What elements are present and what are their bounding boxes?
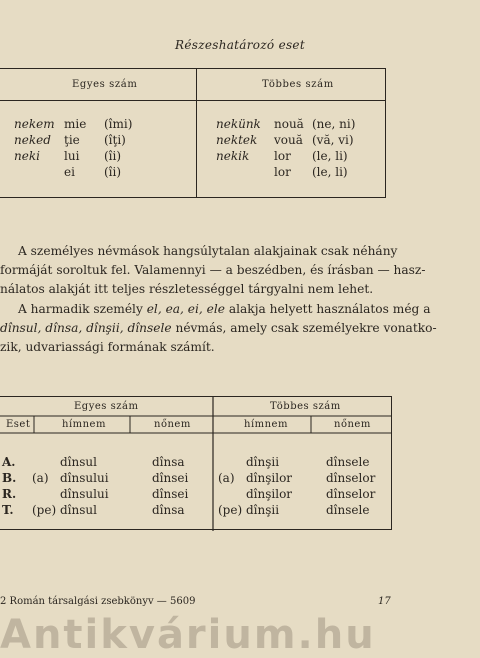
group-singular-header: Egyes szám <box>74 401 139 412</box>
romanian-pronoun: lor <box>274 165 291 179</box>
romanian-short-form: (le, li) <box>312 149 348 163</box>
text-run: névmás, amely csak személyekre vonatko- <box>171 321 437 335</box>
hungarian-pronoun: nekünk <box>216 117 261 131</box>
singular-feminine: dînsa <box>152 455 185 469</box>
col-fem-header: nőnem <box>154 419 191 430</box>
paragraph-line: formáját soroltuk fel. Valamennyi — a beszédben, és írásban — hasz- <box>0 263 426 277</box>
footer-imprint: 2 Román társalgási zsebkönyv — 5609 <box>0 596 196 607</box>
plural-masculine: dînşii <box>246 455 280 469</box>
romanian-short-form: (vă, vi) <box>312 133 354 147</box>
text-run: A harmadik személy <box>18 302 147 316</box>
singular-feminine: dînsa <box>152 503 185 517</box>
group-plural-header: Többes szám <box>270 401 341 412</box>
romanian-pronoun: ţie <box>64 133 80 147</box>
singular-masculine: dînsul <box>60 503 97 517</box>
dinsul-declension-table <box>0 396 392 530</box>
paragraph-line <box>0 319 437 338</box>
romanian-pronoun: lui <box>64 149 80 163</box>
plural-masculine: dînşilor <box>246 471 293 485</box>
singular-masculine: dînsului <box>60 471 109 485</box>
romanian-pronoun: lor <box>274 149 291 163</box>
col-plural-header: Többes szám <box>262 79 334 90</box>
col-case-header: Eset <box>6 419 31 430</box>
case-label: B. <box>2 471 17 485</box>
col-fem-header: nőnem <box>334 419 371 430</box>
plural-masculine: dînşii <box>246 503 280 517</box>
plural-masculine: dînşilor <box>246 487 293 501</box>
plural-feminine: dînsele <box>326 455 370 469</box>
col-singular-header: Egyes szám <box>72 79 138 90</box>
paragraph-line: A személyes névmások hangsúlytalan alakjainak csak néhány <box>18 244 398 258</box>
romanian-short-form: (îi) <box>104 165 122 179</box>
watermark-logo: Antikvárium.hu <box>0 612 376 658</box>
romanian-short-form: (îi) <box>104 149 122 163</box>
page-number: 17 <box>378 596 391 607</box>
romanian-short-form: (ne, ni) <box>312 117 356 131</box>
hungarian-pronoun: neki <box>14 149 40 163</box>
case-label: T. <box>2 503 14 517</box>
hungarian-pronoun: nektek <box>216 133 258 147</box>
romanian-pronoun: nouă <box>274 117 304 131</box>
singular-masculine: dînsului <box>60 487 109 501</box>
romanian-short-form: (le, li) <box>312 165 348 179</box>
hungarian-pronoun: nekik <box>216 149 250 163</box>
col-masc-header: hímnem <box>244 419 288 430</box>
dative-pronoun-table <box>0 68 386 198</box>
plural-feminine: dînselor <box>326 487 376 501</box>
romanian-short-form: (îţi) <box>104 133 126 147</box>
preposition: (a) <box>218 471 235 485</box>
page-header: Részeshatározó eset <box>175 38 305 52</box>
plural-feminine: dînsele <box>326 503 370 517</box>
case-label: R. <box>2 487 17 501</box>
column-divider <box>196 69 197 197</box>
romanian-pronoun: vouă <box>274 133 303 147</box>
paragraph-line: nálatos alakját itt teljes részletességgel tárgyalni nem lehet. <box>0 282 374 296</box>
romanian-pronoun: ei <box>64 165 75 179</box>
paragraph-line <box>0 300 431 319</box>
hungarian-pronoun: neked <box>14 133 51 147</box>
plural-feminine: dînselor <box>326 471 376 485</box>
singular-feminine: dînsei <box>152 471 189 485</box>
singular-masculine: dînsul <box>60 455 97 469</box>
singular-feminine: dînsei <box>152 487 189 501</box>
case-label: A. <box>2 455 16 469</box>
paragraph-line: zik, udvariassági formának számít. <box>0 340 215 354</box>
italic-pronouns: dînsul, dînsa, dînşii, dînsele <box>0 321 172 335</box>
paragraph-unstressed-forms <box>0 242 426 299</box>
table-header-row <box>0 69 385 101</box>
preposition: (a) <box>32 471 49 485</box>
preposition: (pe) <box>32 503 57 517</box>
romanian-short-form: (îmi) <box>104 117 133 131</box>
paragraph-third-person <box>0 300 437 357</box>
col-masc-header: hímnem <box>62 419 106 430</box>
text-run: alakja helyett használatos még a <box>225 302 431 316</box>
romanian-pronoun: mie <box>64 117 87 131</box>
hungarian-pronoun: nekem <box>14 117 55 131</box>
italic-pronouns: el, ea, ei, ele <box>146 302 225 316</box>
preposition: (pe) <box>218 503 243 517</box>
